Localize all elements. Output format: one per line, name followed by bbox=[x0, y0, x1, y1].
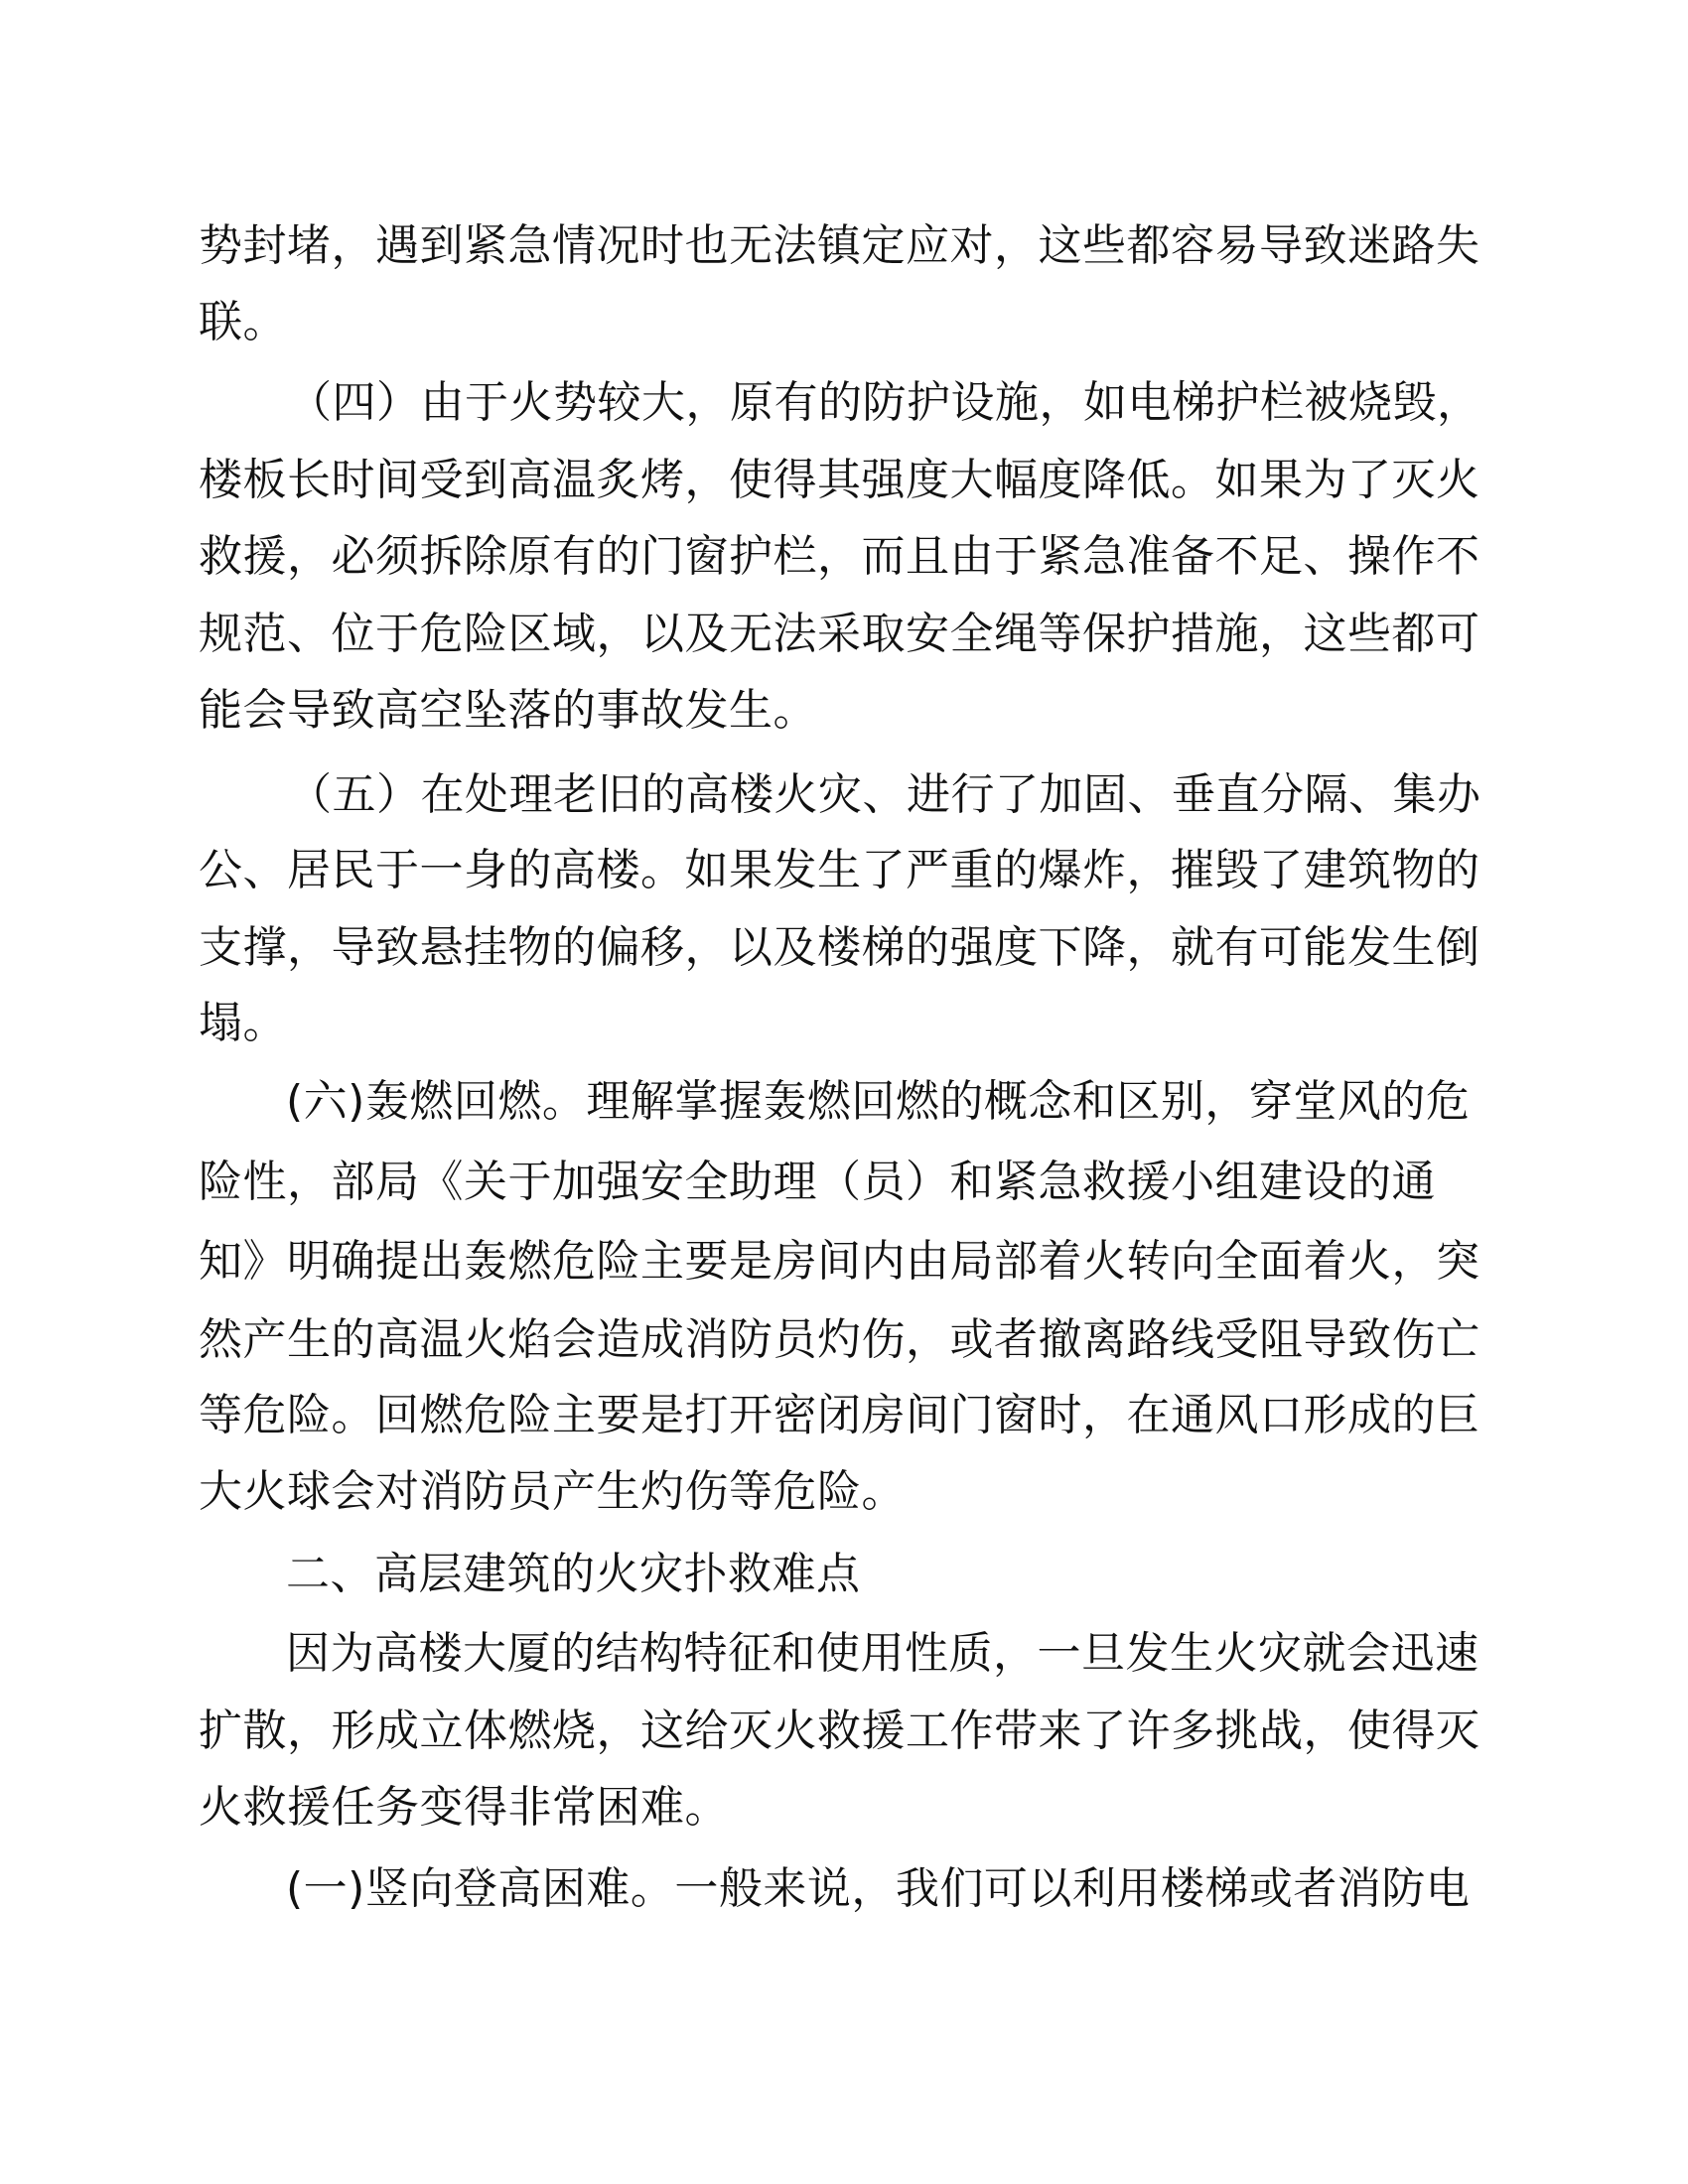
section-heading: 二、高层建筑的火灾扑救难点 bbox=[286, 1549, 861, 1599]
text-line: 等危险。回燃危险主要是打开密闭房间门窗时，在通风口形成的巨 bbox=[199, 1390, 1480, 1440]
text-line: 支撑，导致悬挂物的偏移，以及楼梯的强度下降，就有可能发生倒 bbox=[199, 922, 1480, 973]
text-line: 公、居民于一身的高楼。如果发生了严重的爆炸，摧毁了建筑物的 bbox=[199, 845, 1480, 895]
text-line: 救援，必须拆除原有的门窗护栏，而且由于紧急准备不足、操作不 bbox=[199, 531, 1480, 582]
text-line: 知》明确提出轰燃危险主要是房间内由局部着火转向全面着火，突 bbox=[199, 1236, 1480, 1287]
text-line: 火救援任务变得非常困难。 bbox=[199, 1782, 729, 1833]
text-line: 楼板长时间受到高温炙烤，使得其强度大幅度降低。如果为了灭火 bbox=[199, 455, 1480, 505]
text-line: 规范、位于危险区域，以及无法采取安全绳等保护措施，这些都可 bbox=[199, 609, 1480, 659]
paragraph-6-first-line: (六)轰燃回燃。理解掌握轰燃回燃的概念和区别，穿堂风的危 bbox=[286, 1076, 1471, 1127]
text-line: 能会导致高空坠落的事故发生。 bbox=[199, 685, 817, 736]
text-line: 然产生的高温火焰会造成消防员灼伤，或者撤离路线受阻导致伤亡 bbox=[199, 1314, 1480, 1365]
section-intro-first-line: 因为高楼大厦的结构特征和使用性质，一旦发生火灾就会迅速 bbox=[286, 1628, 1479, 1679]
paragraph-5-first-line: （五）在处理老旧的高楼火灾、进行了加固、垂直分隔、集办 bbox=[288, 769, 1481, 820]
subsection-1-first-line: (一)竖向登高困难。一般来说，我们可以利用楼梯或者消防电 bbox=[286, 1863, 1471, 1914]
text-line: 扩散，形成立体燃烧，这给灭火救援工作带来了许多挑战，使得灭 bbox=[199, 1706, 1480, 1756]
text-line: 大火球会对消防员产生灼伤等危险。 bbox=[199, 1466, 906, 1517]
text-line: 势封堵，遇到紧急情况时也无法镇定应对，这些都容易导致迷路失 bbox=[199, 220, 1480, 271]
text-line: 险性，部局《关于加强安全助理（员）和紧急救援小组建设的通 bbox=[199, 1157, 1436, 1207]
paragraph-4-first-line: （四）由于火势较大，原有的防护设施，如电梯护栏被烧毁， bbox=[288, 377, 1481, 428]
text-line: 塌。 bbox=[199, 998, 287, 1048]
text-line: 联。 bbox=[199, 297, 287, 347]
